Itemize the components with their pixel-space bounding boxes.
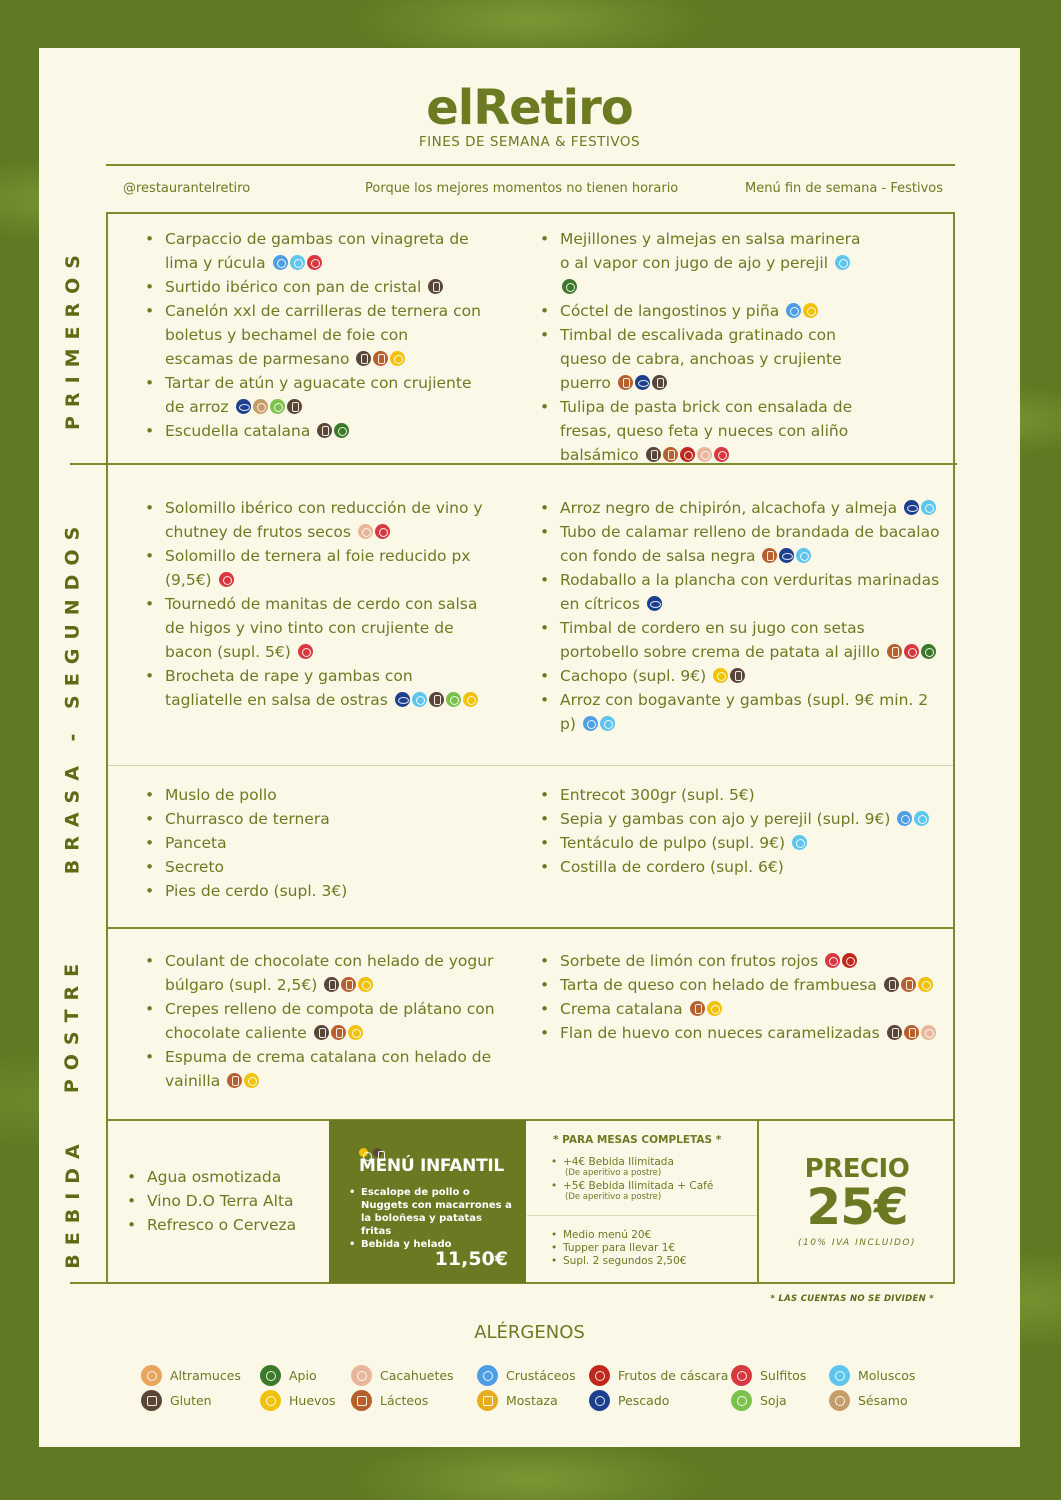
- celery-icon: [334, 423, 349, 438]
- wheat-icon: [314, 1025, 329, 1040]
- menu-item: [536, 568, 941, 616]
- sesame-icon: [829, 1390, 850, 1411]
- allergen-label: Gluten: [170, 1393, 212, 1408]
- menu-item-text: Arroz con bogavante y gambas (supl. 9€ min. 2 p): [560, 691, 929, 733]
- menu-item-text: Pies de cerdo (supl. 3€): [165, 882, 348, 900]
- allergen-label: Mostaza: [506, 1393, 558, 1408]
- fish-icon: [904, 500, 919, 515]
- allergen-legend-item: [477, 1365, 576, 1387]
- menu-item: [141, 419, 481, 443]
- soy-icon: [446, 692, 461, 707]
- dairy-icon: [901, 977, 916, 992]
- brand-subtitle: FINES DE SEMANA & FESTIVOS: [418, 134, 641, 150]
- allergen-legend-item: [829, 1390, 908, 1412]
- allergen-label: Cacahuetes: [380, 1368, 454, 1383]
- menu-item: [536, 783, 941, 807]
- sulphites-icon: [825, 953, 840, 968]
- menu-item: [141, 299, 481, 371]
- wheat-icon: [324, 977, 339, 992]
- menu-item: [536, 831, 941, 855]
- segundos-right: [536, 496, 941, 736]
- divider: [106, 212, 955, 214]
- menu-item-text: Solomillo de ternera al foie reducido px (9,5€): [165, 547, 471, 589]
- primeros-left: [141, 227, 481, 443]
- menu-item-text: Tarta de queso con helado de frambuesa: [560, 976, 877, 994]
- menu-item-text: Panceta: [165, 834, 227, 852]
- extras-header: * PARA MESAS COMPLETAS *: [553, 1134, 722, 1146]
- dairy-icon: [341, 977, 356, 992]
- menu-item-text: Flan de huevo con nueces caramelizadas: [560, 1024, 880, 1042]
- postre-left: [141, 949, 501, 1093]
- dairy-icon: [373, 351, 388, 366]
- allergen-label: Lácteos: [380, 1393, 429, 1408]
- wheat-icon: [646, 447, 661, 462]
- menu-item: [141, 1045, 501, 1093]
- divider: [106, 212, 108, 1284]
- menu-item-text: Secreto: [165, 858, 225, 876]
- menu-item: [536, 299, 866, 323]
- celery-icon: [921, 644, 936, 659]
- allergen-label: Altramuces: [170, 1368, 241, 1383]
- sulphites-icon: [714, 447, 729, 462]
- kids-menu-title: MENÚ INFANTIL: [359, 1156, 504, 1176]
- allergens-title: ALÉRGENOS: [474, 1322, 585, 1343]
- sulphites-icon: [375, 524, 390, 539]
- tagline: Porque los mejores momentos no tienen horario: [365, 181, 679, 196]
- allergen-legend-item: [260, 1365, 317, 1387]
- menu-item-text: Churrasco de ternera: [165, 810, 330, 828]
- kids-menu-items: [347, 1186, 515, 1251]
- fish-icon: [395, 692, 410, 707]
- extras-others: [549, 1229, 749, 1268]
- menu-item: [123, 1165, 323, 1189]
- dairy-icon: [331, 1025, 346, 1040]
- menu-item: [141, 783, 491, 807]
- menu-item-text: Muslo de pollo: [165, 786, 277, 804]
- mollusc-icon: [290, 255, 305, 270]
- dairy-icon: [351, 1390, 372, 1411]
- mollusc-icon: [796, 548, 811, 563]
- sulphites-icon: [298, 644, 313, 659]
- price-note: (10% IVA INCLUIDO): [797, 1238, 917, 1248]
- postre-right: [536, 949, 941, 1045]
- menu-item-text: Mejillones y almejas en salsa marinera o al vapor con jugo de ajo y perejil: [560, 230, 861, 272]
- dairy-icon: [887, 644, 902, 659]
- egg-icon: [348, 1025, 363, 1040]
- wheat-icon: [429, 692, 444, 707]
- mustard-icon: [477, 1390, 498, 1411]
- menu-item-text: Refresco o Cerveza: [147, 1216, 297, 1234]
- sulphites-icon: [219, 572, 234, 587]
- menu-item-text: Tubo de calamar relleno de brandada de bacalao con fondo de salsa negra: [560, 523, 940, 565]
- wheat-icon: [428, 279, 443, 294]
- menu-item-text: Timbal de escalivada gratinado con queso de cabra, anchoas y crujiente puerro: [560, 326, 842, 392]
- nuts-icon: [842, 953, 857, 968]
- soy-icon: [731, 1390, 752, 1411]
- menu-item: [536, 496, 941, 520]
- peanut-icon: [921, 1025, 936, 1040]
- wheat-icon: [884, 977, 899, 992]
- peanut-icon: [358, 524, 373, 539]
- soy-icon: [270, 399, 285, 414]
- allergen-legend-item: [351, 1365, 454, 1387]
- menu-item: [141, 831, 491, 855]
- fish-icon: [589, 1390, 610, 1411]
- list-item: • +5€ Bebida Ilimitada + Café (De aperitivo a postre): [549, 1180, 749, 1202]
- dairy-icon: [690, 1001, 705, 1016]
- fish-icon: [779, 548, 794, 563]
- menu-item: [536, 973, 941, 997]
- menu-item: [141, 855, 491, 879]
- menu-item: [141, 949, 501, 997]
- egg-icon: [713, 668, 728, 683]
- mollusc-icon: [835, 255, 850, 270]
- primeros-right: [536, 227, 866, 467]
- list-item: • Bebida y helado: [347, 1238, 515, 1251]
- egg-icon: [358, 977, 373, 992]
- divider: [106, 765, 955, 766]
- brand-logo: elRetiro: [426, 80, 633, 136]
- menu-item-text: Arroz negro de chipirón, alcachofa y almeja: [560, 499, 898, 517]
- menu-item-text: Tulipa de pasta brick con ensalada de fresas, queso feta y nueces con aliño balsámico: [560, 398, 853, 464]
- wheat-icon: [287, 399, 302, 414]
- allergen-label: Sésamo: [858, 1393, 908, 1408]
- allergen-legend-item: [477, 1390, 558, 1412]
- menu-item: [536, 664, 941, 688]
- menu-item: [141, 807, 491, 831]
- menu-item-text: Sorbete de limón con frutos rojos: [560, 952, 819, 970]
- egg-icon: [244, 1073, 259, 1088]
- brasa-right: [536, 783, 941, 879]
- kids-menu-box: [329, 1120, 526, 1283]
- menu-item: [536, 807, 941, 831]
- price-label: PRECIO: [804, 1154, 910, 1184]
- menu-item-text: Canelón xxl de carrilleras de ternera con boletus y bechamel de foie con escamas de parmesano: [165, 302, 481, 368]
- egg-icon: [390, 351, 405, 366]
- wheat-icon: [141, 1390, 162, 1411]
- extras-options: [549, 1156, 749, 1202]
- section-label-bebida: BEBIDA: [61, 1134, 84, 1269]
- section-label-postre: POSTRE: [61, 954, 84, 1094]
- wheat-icon: [317, 423, 332, 438]
- peanut-icon: [697, 447, 712, 462]
- sulphites-icon: [904, 644, 919, 659]
- crustacean-icon: [897, 811, 912, 826]
- allergen-label: Moluscos: [858, 1368, 916, 1383]
- sesame-icon: [253, 399, 268, 414]
- fish-icon: [236, 399, 251, 414]
- divider: [106, 1119, 955, 1121]
- sulphites-icon: [731, 1365, 752, 1386]
- allergen-legend-item: [731, 1390, 787, 1412]
- divider: [953, 212, 955, 1284]
- allergen-legend-item: [589, 1390, 669, 1412]
- list-item: • Medio menú 20€: [549, 1229, 749, 1242]
- wheat-icon: [730, 668, 745, 683]
- dairy-icon: [663, 447, 678, 462]
- menu-item: [141, 371, 481, 419]
- allergen-label: Sulfitos: [760, 1368, 807, 1383]
- menu-item-text: Carpaccio de gambas con vinagreta de lima y rúcula: [165, 230, 469, 272]
- sulphites-icon: [307, 255, 322, 270]
- allergen-label: Apio: [289, 1368, 317, 1383]
- allergen-legend-item: [351, 1390, 428, 1412]
- divider: [106, 164, 955, 166]
- dairy-icon: [618, 375, 633, 390]
- menu-item-text: Tentáculo de pulpo (supl. 9€): [560, 834, 786, 852]
- menu-item-text: Crepes relleno de compota de plátano con chocolate caliente: [165, 1000, 495, 1042]
- menu-item-text: Coulant de chocolate con helado de yogur búlgaro (supl. 2,5€): [165, 952, 494, 994]
- mollusc-icon: [829, 1365, 850, 1386]
- dairy-icon: [762, 548, 777, 563]
- egg-icon: [803, 303, 818, 318]
- menu-item-text: Agua osmotizada: [147, 1168, 282, 1186]
- menu-item: [141, 227, 481, 275]
- mollusc-icon: [600, 716, 615, 731]
- list-item: • Supl. 2 segundos 2,50€: [549, 1255, 749, 1268]
- egg-icon: [260, 1390, 281, 1411]
- divider: [106, 927, 955, 929]
- menu-item-text: Crema catalana: [560, 1000, 683, 1018]
- instagram-handle: @restaurantelretiro: [123, 181, 251, 196]
- wheat-icon: [652, 375, 667, 390]
- divider: [527, 1215, 757, 1216]
- menu-item: [536, 227, 866, 299]
- brasa-left: [141, 783, 491, 903]
- egg-icon: [463, 692, 478, 707]
- dairy-icon: [904, 1025, 919, 1040]
- egg-icon: [918, 977, 933, 992]
- menu-item: [141, 496, 491, 544]
- crustacean-icon: [583, 716, 598, 731]
- dairy-icon: [227, 1073, 242, 1088]
- bebida-list: [123, 1165, 323, 1237]
- allergen-label: Frutos de cáscara: [618, 1368, 729, 1383]
- menu-item-text: Vino D.O Terra Alta: [147, 1192, 294, 1210]
- mollusc-icon: [412, 692, 427, 707]
- crustacean-icon: [477, 1365, 498, 1386]
- allergen-legend-item: [260, 1390, 336, 1412]
- menu-item-text: Costilla de cordero (supl. 6€): [560, 858, 784, 876]
- menu-item-text: Tartar de atún y aguacate con crujiente de arroz: [165, 374, 472, 416]
- crustacean-icon: [786, 303, 801, 318]
- allergen-legend-item: [141, 1390, 212, 1412]
- menu-item-text: Escudella catalana: [165, 422, 311, 440]
- menu-item-text: Espuma de crema catalana con helado de vainilla: [165, 1048, 492, 1090]
- allergen-legend-item: [589, 1365, 728, 1387]
- list-item: • Escalope de pollo o Nuggets con macarrones a la boloñesa y patatas fritas: [347, 1186, 515, 1238]
- nuts-icon: [680, 447, 695, 462]
- menu-item-text: Cóctel de langostinos y piña: [560, 302, 780, 320]
- menu-item: [536, 997, 941, 1021]
- kids-menu-price: 11,50€: [434, 1248, 508, 1270]
- allergen-label: Pescado: [618, 1393, 670, 1408]
- menu-name: Menú fin de semana - Festivos: [745, 181, 943, 196]
- celery-icon: [260, 1365, 281, 1386]
- allergen-label: Huevos: [289, 1393, 336, 1408]
- menu-item: [536, 1021, 941, 1045]
- menu-sheet: [39, 48, 1020, 1447]
- section-label-primeros: PRIMEROS: [61, 246, 84, 430]
- list-item: • +4€ Bebida Ilimitada (De aperitivo a postre): [549, 1156, 749, 1178]
- lupin-icon: [141, 1365, 162, 1386]
- menu-item-text: Cachopo (supl. 9€): [560, 667, 707, 685]
- nuts-icon: [589, 1365, 610, 1386]
- menu-item-text: Tournedó de manitas de cerdo con salsa de higos y vino tinto con crujiente de bacon (supl. 5€): [165, 595, 478, 661]
- menu-item-text: Surtido ibérico con pan de cristal: [165, 278, 422, 296]
- allergen-label: Soja: [760, 1393, 787, 1408]
- menu-item-text: Brocheta de rape y gambas con tagliatelle en salsa de ostras: [165, 667, 413, 709]
- fish-icon: [647, 596, 662, 611]
- list-item: • Tupper para llevar 1€: [549, 1242, 749, 1255]
- menu-item: [536, 855, 941, 879]
- menu-item: [536, 688, 941, 736]
- menu-item-text: Timbal de cordero en su jugo con setas portobello sobre crema de patata al ajillo: [560, 619, 880, 661]
- menu-item: [536, 323, 866, 395]
- celery-icon: [562, 279, 577, 294]
- fish-icon: [635, 375, 650, 390]
- menu-item: [141, 879, 491, 903]
- menu-item: [123, 1189, 323, 1213]
- crustacean-icon: [273, 255, 288, 270]
- allergen-legend-item: [829, 1365, 915, 1387]
- segundos-left: [141, 496, 491, 712]
- menu-item: [536, 395, 866, 467]
- wheat-icon: [356, 351, 371, 366]
- price-value: 25€: [806, 1178, 908, 1236]
- egg-icon: [707, 1001, 722, 1016]
- menu-item: [141, 275, 481, 299]
- allergen-legend-item: [731, 1365, 806, 1387]
- menu-item: [141, 592, 491, 664]
- peanut-icon: [351, 1365, 372, 1386]
- section-label-segundos: BRASA - SEGUNDOS: [61, 517, 84, 875]
- menu-item: [141, 997, 501, 1045]
- footer-note: * LAS CUENTAS NO SE DIVIDEN *: [770, 1294, 934, 1304]
- menu-item: [536, 949, 941, 973]
- allergen-label: Crustáceos: [506, 1368, 576, 1383]
- menu-item: [141, 544, 491, 592]
- allergen-legend-item: [141, 1365, 241, 1387]
- menu-item: [536, 616, 941, 664]
- menu-item-text: Solomillo ibérico con reducción de vino y chutney de frutos secos: [165, 499, 483, 541]
- menu-item-text: Entrecot 300gr (supl. 5€): [560, 786, 755, 804]
- menu-item: [536, 520, 941, 568]
- menu-item-text: Sepia y gambas con ajo y perejil (supl. 9€): [560, 810, 891, 828]
- mollusc-icon: [914, 811, 929, 826]
- menu-item: [123, 1213, 323, 1237]
- mollusc-icon: [792, 835, 807, 850]
- menu-item-text: Rodaballo a la plancha con verduritas marinadas en cítricos: [560, 571, 940, 613]
- menu-item: [141, 664, 491, 712]
- wheat-icon: [887, 1025, 902, 1040]
- mollusc-icon: [921, 500, 936, 515]
